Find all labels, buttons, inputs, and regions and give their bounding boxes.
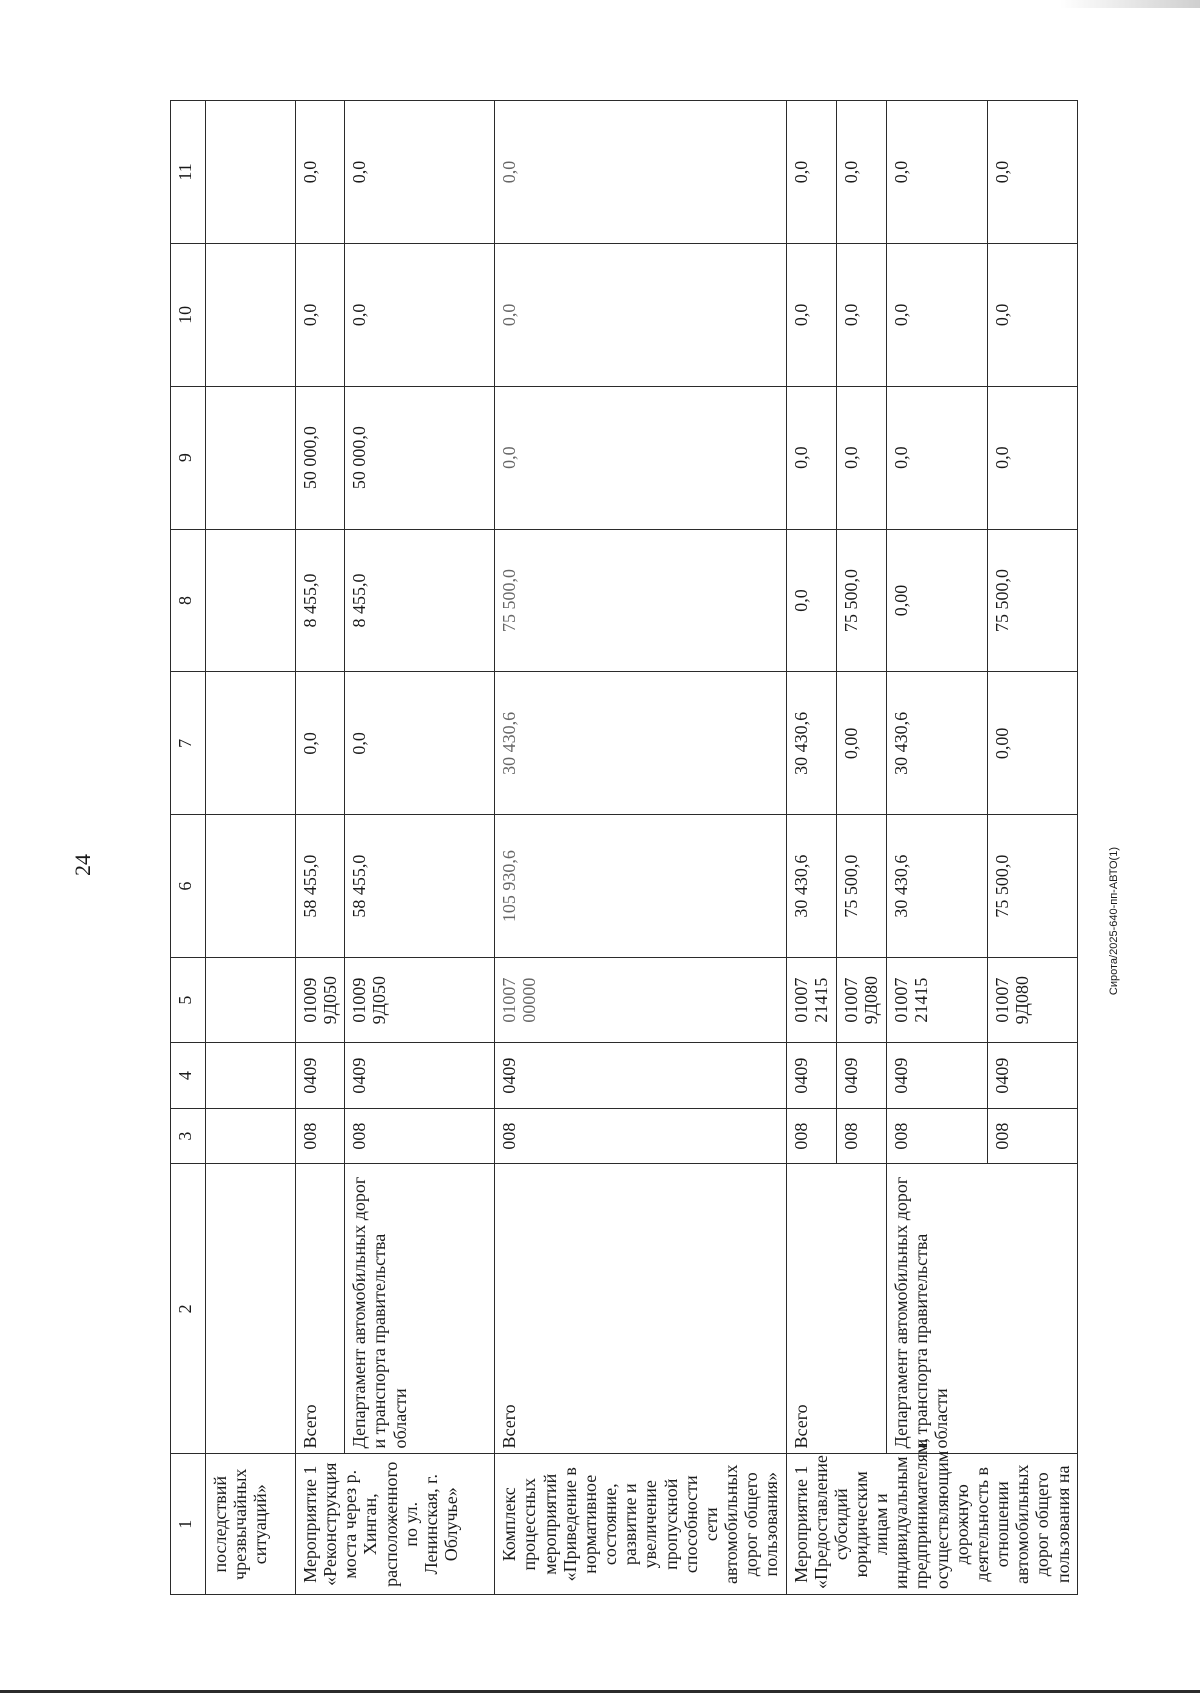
- cell-target-article: [206, 958, 296, 1043]
- cell-executor: Департамент автомобильных дорог и транспорта правительства области: [886, 1164, 1077, 1454]
- cell-total: 75 500,0: [987, 815, 1077, 958]
- cell-year-1: 30 430,6: [786, 672, 836, 815]
- table-row: [206, 101, 296, 1595]
- cell-grbs: 008: [886, 1108, 987, 1163]
- cell-grbs: 008: [345, 1108, 495, 1163]
- col-header-8: 8: [171, 529, 206, 672]
- cell-total: 75 500,0: [836, 815, 886, 958]
- col-header-6: 6: [171, 815, 206, 958]
- cell-total: 58 455,0: [296, 815, 345, 958]
- cell-year-3: 50 000,0: [296, 386, 345, 529]
- cell-target-article: 01007 00000: [495, 958, 786, 1043]
- scan-bottom-edge: [0, 1690, 1200, 1693]
- cell-grbs: 008: [987, 1108, 1077, 1163]
- cell-year-2: 75 500,0: [987, 529, 1077, 672]
- col-header-11: 11: [171, 101, 206, 244]
- cell-target-article: 01007 9Д080: [987, 958, 1077, 1043]
- cell-activity: Комплекс процессных мероприятий «Приведение в нормативное состояние, развитие и увеличение пропускной способности сети автомобильных дорог общего пользования»: [495, 1454, 786, 1595]
- cell-target-article: 01009 9Д050: [296, 958, 345, 1043]
- cell-year-2: 0,00: [886, 529, 987, 672]
- cell-grbs: 008: [786, 1108, 836, 1163]
- cell-grbs: 008: [296, 1108, 345, 1163]
- cell-activity: Мероприятие 1 «Реконструкция моста через р. Хинган, расположенного по ул. Ленинская, г. Облучье»: [296, 1454, 495, 1595]
- cell-year-2: 0,0: [786, 529, 836, 672]
- table-row: [886, 101, 987, 1595]
- cell-section: 0409: [786, 1043, 836, 1109]
- cell-section: 0409: [345, 1043, 495, 1109]
- cell-year-2: 8 455,0: [345, 529, 495, 672]
- cell-year-4: [206, 243, 296, 386]
- cell-year-1: 30 430,6: [886, 672, 987, 815]
- cell-year-1: 0,00: [836, 672, 886, 815]
- cell-year-2: 75 500,0: [495, 529, 786, 672]
- cell-total: 58 455,0: [345, 815, 495, 958]
- cell-year-1: 0,0: [296, 672, 345, 815]
- cell-year-5: 0,0: [987, 101, 1077, 244]
- rotated-table-area: [170, 100, 1073, 1595]
- cell-year-5: [206, 101, 296, 244]
- cell-year-2: 8 455,0: [296, 529, 345, 672]
- cell-year-1: [206, 672, 296, 815]
- cell-year-2: [206, 529, 296, 672]
- cell-section: 0409: [987, 1043, 1077, 1109]
- cell-section: 0409: [886, 1043, 987, 1109]
- cell-year-2: 75 500,0: [836, 529, 886, 672]
- header-row: [171, 101, 206, 1595]
- cell-year-5: 0,0: [495, 101, 786, 244]
- col-header-4: 4: [171, 1043, 206, 1109]
- col-header-3: 3: [171, 1108, 206, 1163]
- table-row: [786, 101, 836, 1595]
- cell-year-4: 0,0: [886, 243, 987, 386]
- cell-year-5: 0,0: [786, 101, 836, 244]
- table-row: [495, 101, 786, 1595]
- cell-year-3: 0,0: [495, 386, 786, 529]
- cell-year-5: 0,0: [296, 101, 345, 244]
- cell-year-3: 50 000,0: [345, 386, 495, 529]
- cell-section: 0409: [495, 1043, 786, 1109]
- cell-year-3: 0,0: [886, 386, 987, 529]
- cell-grbs: 008: [495, 1108, 786, 1163]
- cell-section: [206, 1043, 296, 1109]
- budget-table: [170, 100, 1078, 1595]
- cell-year-5: 0,0: [836, 101, 886, 244]
- cell-executor: [206, 1164, 296, 1454]
- cell-target-article: 01007 9Д080: [836, 958, 886, 1043]
- cell-total: 30 430,6: [786, 815, 836, 958]
- cell-activity: Мероприятие 1 «Предоставление субсидий юридическим лицам и индивидуальным предпринимателям, осуществляющим дорожную деятельность в отношении автомобильных дорог общего пользования на: [786, 1454, 1077, 1595]
- cell-total: 105 930,6: [495, 815, 786, 958]
- cell-year-5: 0,0: [345, 101, 495, 244]
- cell-target-article: 01007 21415: [786, 958, 836, 1043]
- cell-year-3: [206, 386, 296, 529]
- cell-year-1: 30 430,6: [495, 672, 786, 815]
- cell-year-4: 0,0: [836, 243, 886, 386]
- cell-executor: Департамент автомобильных дорог и транспорта правительства области: [345, 1164, 495, 1454]
- cell-section: 0409: [296, 1043, 345, 1109]
- cell-grbs: 008: [836, 1108, 886, 1163]
- cell-executor: Всего: [296, 1164, 345, 1454]
- cell-grbs: [206, 1108, 296, 1163]
- scan-edge-shadow: [1060, 0, 1200, 8]
- cell-year-5: 0,0: [886, 101, 987, 244]
- cell-year-4: 0,0: [786, 243, 836, 386]
- cell-year-1: 0,00: [987, 672, 1077, 815]
- cell-year-4: 0,0: [495, 243, 786, 386]
- col-header-1: 1: [171, 1454, 206, 1595]
- col-header-7: 7: [171, 672, 206, 815]
- cell-section: 0409: [836, 1043, 886, 1109]
- cell-year-1: 0,0: [345, 672, 495, 815]
- cell-year-3: 0,0: [786, 386, 836, 529]
- cell-year-4: 0,0: [987, 243, 1077, 386]
- cell-executor: Всего: [495, 1164, 786, 1454]
- cell-target-article: 01007 21415: [886, 958, 987, 1043]
- cell-year-4: 0,0: [345, 243, 495, 386]
- col-header-2: 2: [171, 1164, 206, 1454]
- document-reference: Сирота/2025-640-пп-АВТО(1): [1108, 847, 1121, 996]
- cell-year-3: 0,0: [987, 386, 1077, 529]
- cell-total: 30 430,6: [886, 815, 987, 958]
- col-header-9: 9: [171, 386, 206, 529]
- cell-year-3: 0,0: [836, 386, 886, 529]
- table-row: [345, 101, 495, 1595]
- cell-executor: Всего: [786, 1164, 886, 1454]
- col-header-10: 10: [171, 243, 206, 386]
- cell-year-4: 0,0: [296, 243, 345, 386]
- cell-activity: последствий чрезвычайных ситуаций»: [206, 1454, 296, 1595]
- col-header-5: 5: [171, 958, 206, 1043]
- cell-total: [206, 815, 296, 958]
- page-number: 24: [70, 854, 95, 876]
- cell-target-article: 01009 9Д050: [345, 958, 495, 1043]
- table-row: [296, 101, 345, 1595]
